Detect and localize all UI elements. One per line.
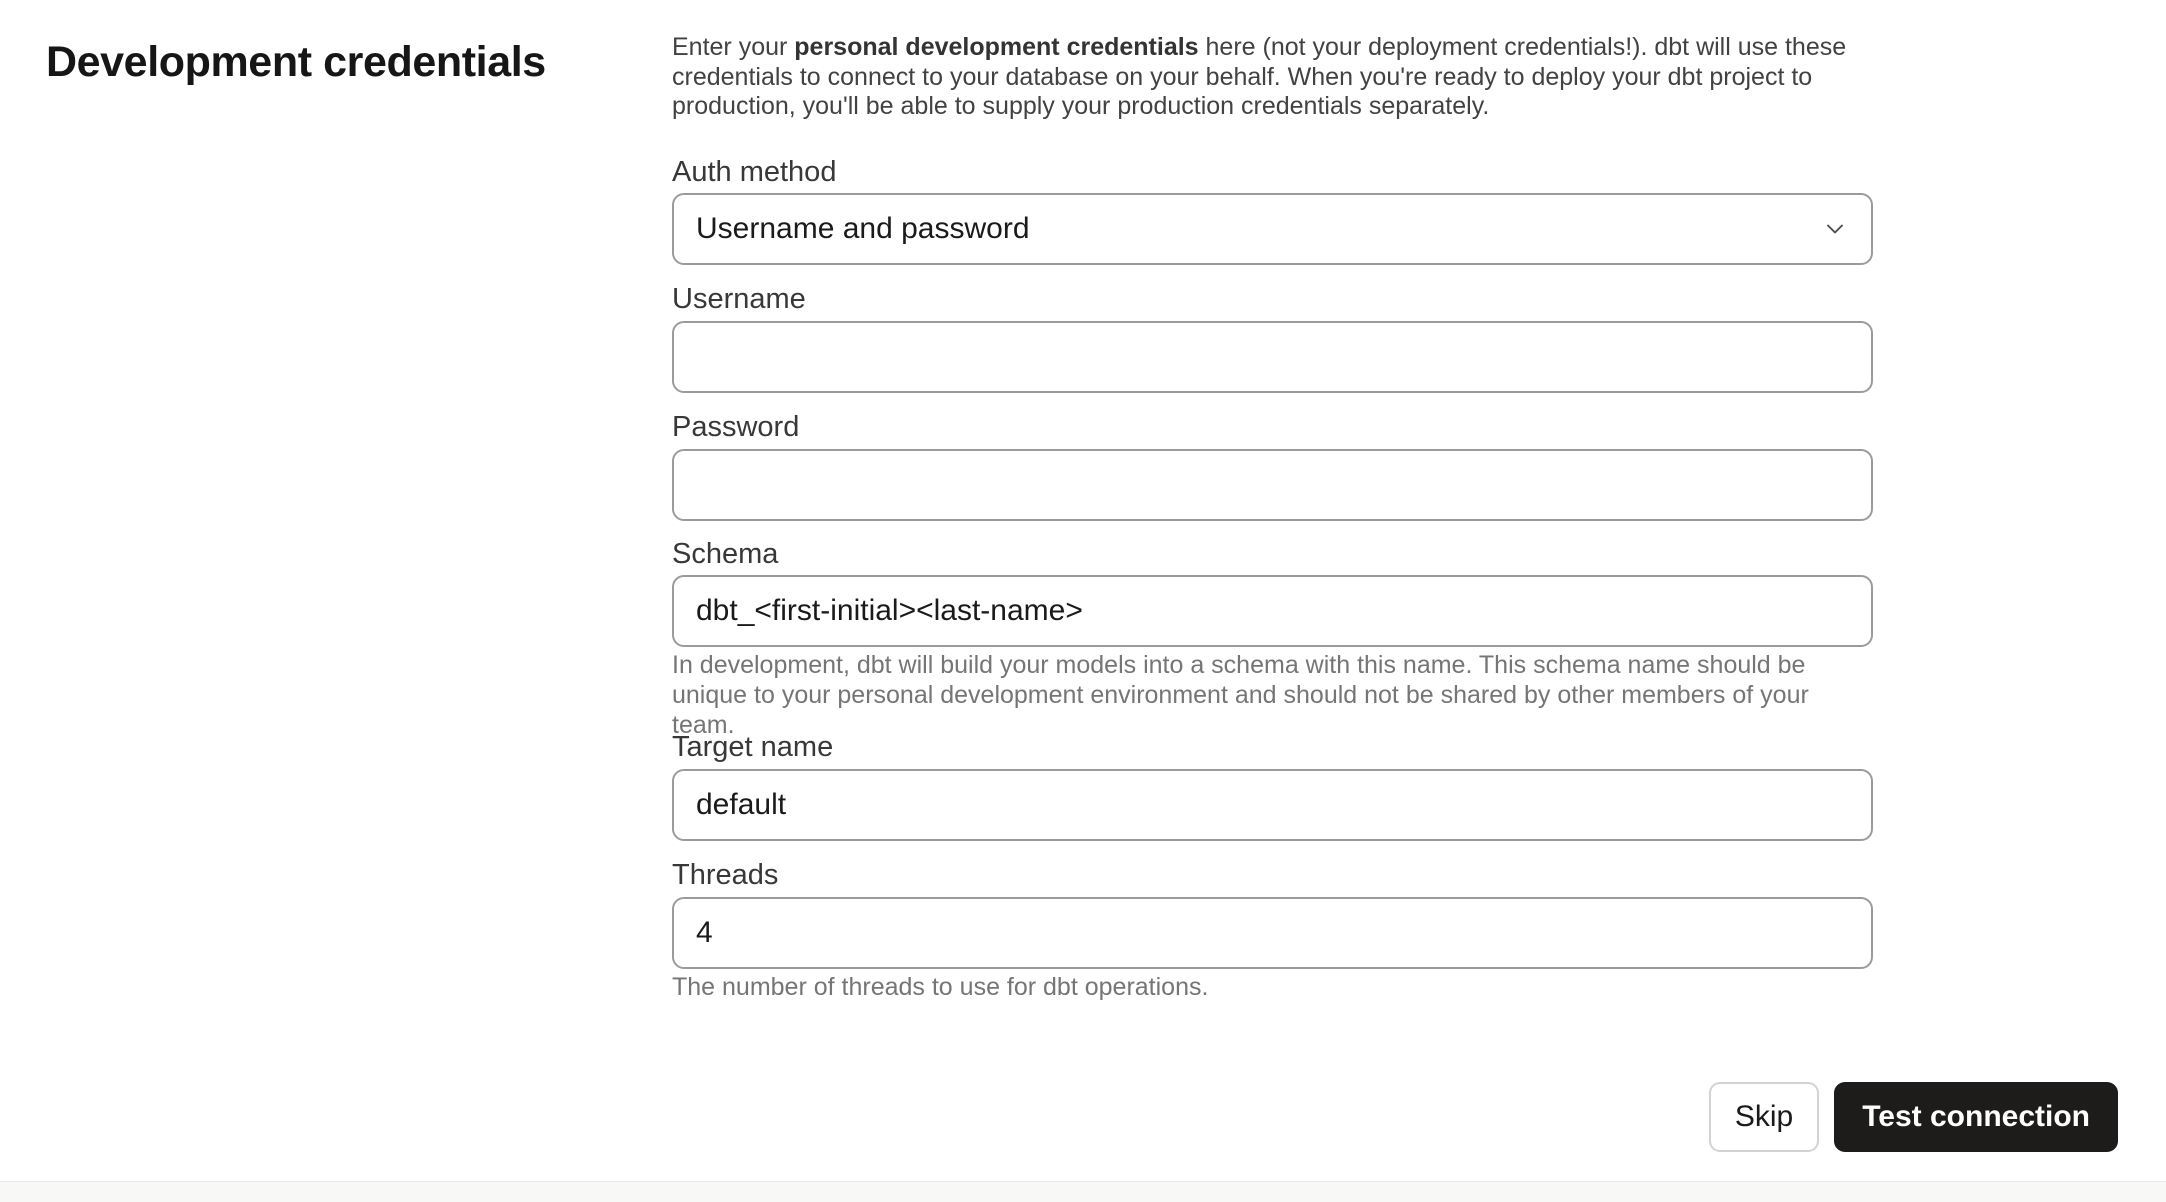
intro-text-bold: personal development credentials — [794, 33, 1199, 61]
threads-help-text: The number of threads to use for dbt operations. — [672, 973, 1209, 1001]
credentials-form — [672, 0, 1873, 1202]
target-name-label: Target name — [672, 731, 834, 763]
page-title: Development credentials — [46, 38, 546, 86]
threads-input[interactable] — [672, 897, 1873, 969]
username-input[interactable] — [672, 321, 1873, 393]
intro-text-before: Enter your — [672, 33, 795, 61]
auth-method-label: Auth method — [672, 156, 837, 188]
auth-method-select[interactable] — [672, 193, 1873, 265]
intro-text-after: here (not your deployment credentials!). dbt will use these credentials to connect to your database on your behalf. When you're ready to deploy your dbt project to production, you'll be able to supply your production credentials separately. — [672, 33, 1847, 120]
threads-label: Threads — [672, 859, 779, 891]
auth-method-selected-value: Username and password — [696, 212, 1030, 245]
username-label: Username — [672, 283, 806, 315]
schema-input[interactable] — [672, 575, 1873, 647]
chevron-down-icon — [1821, 215, 1849, 243]
test-connection-button[interactable]: Test connection — [1834, 1082, 2118, 1152]
schema-label: Schema — [672, 538, 779, 570]
schema-help-text: In development, dbt will build your models into a schema with this name. This schema name should be unique to your personal development environment and should not be shared by other members of your team. — [672, 651, 1809, 739]
intro-text — [672, 33, 1873, 122]
page-bottom-divider — [0, 1181, 2166, 1202]
target-name-input[interactable] — [672, 769, 1873, 841]
password-label: Password — [672, 411, 800, 443]
password-input[interactable] — [672, 449, 1873, 521]
footer-actions — [1709, 1082, 2118, 1152]
skip-button[interactable]: Skip — [1709, 1082, 1819, 1152]
